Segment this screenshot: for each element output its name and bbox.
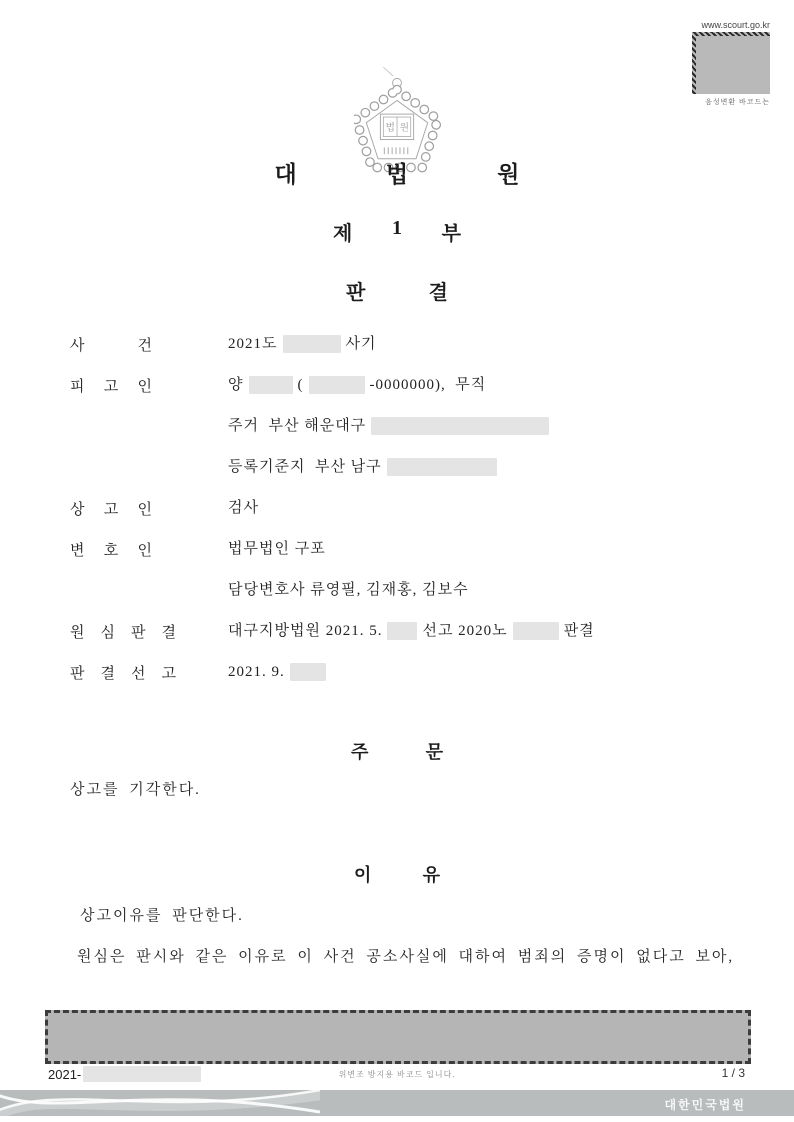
case-label: 판 결 선 고 bbox=[70, 666, 176, 682]
case-row bbox=[70, 375, 754, 416]
order-heading-text: 주 문 bbox=[351, 742, 443, 762]
case-value-text: 법무법인 구포 bbox=[228, 541, 326, 557]
section-heading-order bbox=[0, 738, 794, 764]
court-website-url: www.scourt.go.kr bbox=[701, 20, 770, 30]
panel-text: 제 1 부 bbox=[333, 217, 461, 245]
case-value-text: 사기 bbox=[345, 336, 377, 352]
case-value-text: -0000000), 무직 bbox=[369, 377, 487, 393]
case-row bbox=[70, 621, 754, 662]
case-value bbox=[228, 375, 486, 395]
document-type-text: 판 결 bbox=[346, 282, 448, 304]
case-row bbox=[70, 580, 754, 621]
case-value-text: 2021. 9. bbox=[228, 664, 285, 680]
case-value-text: 선고 2020노 bbox=[422, 623, 508, 639]
case-value-text: 검사 bbox=[228, 500, 259, 516]
redacted-text bbox=[283, 335, 341, 353]
section-heading-reasons bbox=[0, 861, 794, 887]
page-indicator: 1 / 3 bbox=[721, 1066, 745, 1080]
brand-label: 대한민국법원 bbox=[664, 1098, 746, 1112]
case-value bbox=[228, 662, 326, 682]
court-name-title bbox=[0, 156, 794, 189]
barcode-note: 위변조 방지용 바코드 입니다. bbox=[338, 1070, 456, 1079]
emblem-text-right: 원 bbox=[399, 122, 410, 134]
voice-barcode-block bbox=[670, 20, 770, 107]
footer-brand-band bbox=[0, 1090, 794, 1116]
case-value bbox=[228, 621, 595, 641]
redacted-text bbox=[290, 663, 326, 681]
reasons-paragraph-1: 상고이유를 판단한다. bbox=[80, 908, 244, 924]
redacted-barcode-block bbox=[45, 1010, 751, 1064]
case-value bbox=[228, 580, 469, 600]
case-row bbox=[70, 334, 754, 375]
case-value bbox=[228, 416, 549, 436]
case-value bbox=[228, 457, 497, 477]
redacted-text bbox=[387, 622, 417, 640]
case-value-text: 2021도 bbox=[228, 336, 278, 352]
case-value-text: 담당변호사 류영필, 김재홍, 김보수 bbox=[228, 582, 469, 598]
redacted-text bbox=[371, 417, 549, 435]
case-value-text: 등록기준지 부산 남구 bbox=[228, 459, 382, 475]
qr-code bbox=[692, 32, 770, 94]
reasons-heading-text: 이 유 bbox=[354, 865, 440, 885]
case-value-text: 판결 bbox=[563, 623, 595, 639]
case-label: 변 호 인 bbox=[70, 543, 152, 559]
redacted-text bbox=[513, 622, 559, 640]
case-row bbox=[70, 539, 754, 580]
case-row bbox=[70, 498, 754, 539]
case-info-table bbox=[70, 334, 754, 703]
redacted-text bbox=[309, 376, 365, 394]
emblem-text-left: 법 bbox=[385, 122, 395, 134]
case-value bbox=[228, 334, 376, 354]
court-name-text: 대 법 원 bbox=[274, 162, 520, 187]
case-row bbox=[70, 416, 754, 457]
case-label: 원 심 판 결 bbox=[70, 625, 176, 641]
case-label: 상 고 인 bbox=[70, 502, 152, 518]
case-label: 사 건 bbox=[70, 338, 152, 354]
redacted-text bbox=[249, 376, 293, 394]
case-value-text: 대구지방법원 2021. 5. bbox=[228, 623, 383, 639]
case-value-text: ( bbox=[297, 377, 304, 393]
redacted-text bbox=[387, 458, 497, 476]
reasons-paragraph-2: 원심은 판시와 같은 이유로 이 사건 공소사실에 대하여 범죄의 증명이 없다고 보아, bbox=[77, 949, 735, 965]
case-row bbox=[70, 457, 754, 498]
case-value bbox=[228, 498, 259, 518]
case-value-text: 양 bbox=[228, 377, 244, 393]
case-value-text: 주거 부산 해운대구 bbox=[228, 418, 367, 434]
order-paragraph: 상고를 기각한다. bbox=[70, 782, 201, 798]
qr-caption: 음성변환 바코드는 bbox=[705, 98, 770, 106]
case-value bbox=[228, 539, 326, 559]
panel-title bbox=[0, 217, 794, 246]
case-row bbox=[70, 662, 754, 703]
case-label: 피 고 인 bbox=[70, 379, 152, 395]
document-type-title bbox=[0, 276, 794, 305]
band-swoosh-decoration bbox=[0, 1090, 320, 1116]
document-number-prefix: 2021- bbox=[48, 1066, 82, 1082]
